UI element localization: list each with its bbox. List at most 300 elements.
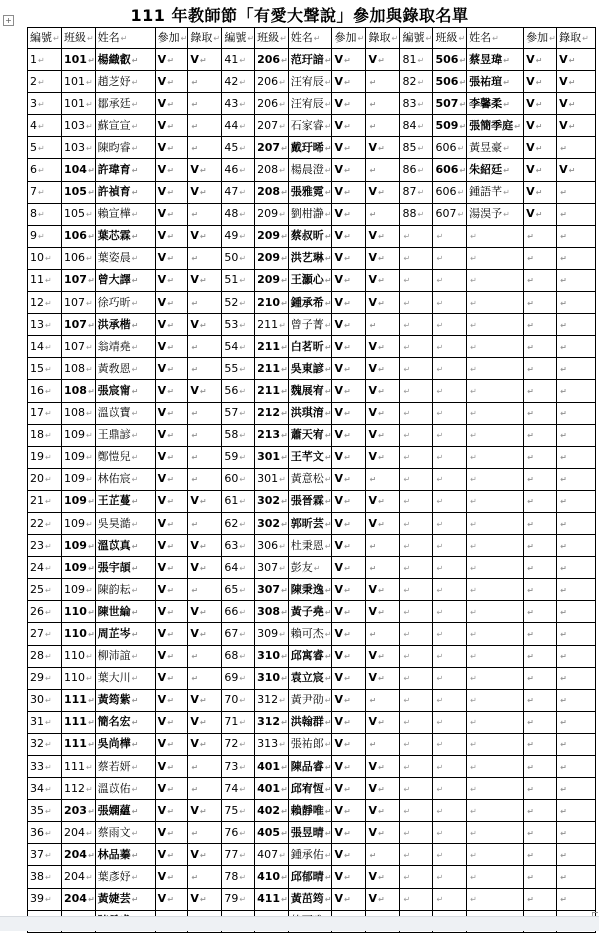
cell-admitted-text: V — [190, 229, 199, 243]
cell-end-mark-icon: ↵ — [403, 276, 411, 286]
cell-name — [467, 358, 524, 380]
table-row — [28, 424, 596, 446]
cell-joined-text: V — [334, 582, 343, 596]
cell-end-mark-icon: ↵ — [377, 497, 385, 507]
cell-end-mark-icon: ↵ — [503, 99, 510, 109]
cell-end-mark-icon: ↵ — [86, 431, 93, 441]
cell-end-mark-icon: ↵ — [377, 298, 385, 308]
cell-end-mark-icon: ↵ — [417, 121, 425, 131]
cell-name — [95, 203, 155, 225]
cell-joined-text: V — [526, 207, 535, 221]
cell-end-mark-icon: ↵ — [199, 386, 207, 396]
cell-number — [400, 490, 433, 512]
cell-end-mark-icon: ↵ — [239, 475, 247, 485]
cell-end-mark-icon: ↵ — [131, 210, 139, 220]
cell-admitted — [366, 689, 400, 711]
cell-number-text: 24 — [30, 560, 44, 574]
cell-class — [433, 93, 467, 115]
cell-joined — [332, 778, 366, 800]
cell-class — [255, 336, 289, 358]
cell-end-mark-icon: ↵ — [87, 166, 95, 176]
cell-class-text: 105 — [64, 185, 87, 199]
cell-end-mark-icon: ↵ — [38, 99, 45, 109]
cell-name — [288, 888, 332, 910]
cell-name-text: 徐巧昕 — [97, 295, 131, 309]
cell-joined — [524, 292, 557, 314]
cell-end-mark-icon: ↵ — [167, 696, 174, 706]
cell-end-mark-icon: ↵ — [560, 563, 567, 573]
cell-class — [433, 225, 467, 247]
cell-admitted — [366, 711, 400, 733]
cell-end-mark-icon: ↵ — [527, 806, 534, 816]
cell-name — [288, 71, 332, 93]
cell-number-text: 85 — [402, 140, 417, 154]
cell-name — [95, 137, 155, 159]
cell-end-mark-icon: ↵ — [131, 718, 139, 728]
cell-class — [255, 115, 289, 137]
cell-admitted — [366, 490, 400, 512]
cell-class-text: 108 — [64, 361, 85, 375]
cell-name — [288, 689, 332, 711]
cell-end-mark-icon: ↵ — [281, 188, 288, 198]
cell-joined — [332, 446, 366, 468]
cell-end-mark-icon: ↵ — [131, 77, 139, 87]
cell-admitted — [188, 490, 222, 512]
cell-end-mark-icon: ↵ — [560, 232, 567, 242]
cell-name — [288, 733, 332, 755]
cell-end-mark-icon: ↵ — [239, 453, 247, 463]
table-row — [28, 225, 596, 247]
table-move-handle-icon[interactable]: + — [3, 15, 14, 26]
cell-joined — [332, 225, 366, 247]
cell-class-text: 308 — [257, 604, 281, 618]
cell-end-mark-icon: ↵ — [167, 828, 174, 838]
cell-end-mark-icon: ↵ — [527, 674, 534, 684]
cell-end-mark-icon: ↵ — [377, 895, 385, 905]
cell-name — [467, 557, 524, 579]
cell-end-mark-icon: ↵ — [527, 850, 534, 860]
cell-end-mark-icon: ↵ — [87, 232, 95, 242]
cell-end-mark-icon: ↵ — [131, 629, 139, 639]
cell-end-mark-icon: ↵ — [391, 34, 399, 43]
cell-name — [95, 756, 155, 778]
cell-end-mark-icon: ↵ — [403, 254, 411, 264]
cell-name — [95, 380, 155, 402]
cell-end-mark-icon: ↵ — [527, 276, 534, 286]
cell-end-mark-icon: ↵ — [357, 34, 365, 43]
cell-end-mark-icon: ↵ — [45, 585, 52, 595]
cell-admitted — [557, 623, 596, 645]
cell-end-mark-icon: ↵ — [343, 873, 351, 883]
cell-end-mark-icon: ↵ — [343, 674, 351, 684]
cell-name — [288, 822, 332, 844]
cell-number — [400, 115, 433, 137]
cell-name-text: 蔡若妍 — [97, 759, 131, 773]
cell-class-text: 101 — [64, 96, 85, 110]
cell-end-mark-icon: ↵ — [535, 188, 543, 198]
cell-class — [62, 822, 96, 844]
cell-name-text: 郭昕芸 — [290, 516, 324, 530]
cell-name — [467, 623, 524, 645]
cell-class-text: 211 — [257, 383, 281, 397]
cell-number-text: 50 — [224, 251, 239, 265]
cell-end-mark-icon: ↵ — [45, 386, 52, 396]
cell-end-mark-icon: ↵ — [324, 276, 332, 286]
cell-joined — [524, 535, 557, 557]
cell-end-mark-icon: ↵ — [470, 519, 477, 529]
cell-end-mark-icon: ↵ — [239, 740, 247, 750]
column-header — [366, 28, 400, 49]
cell-number — [28, 358, 62, 380]
cell-name-text: 張嫻蘊 — [97, 803, 131, 817]
cell-end-mark-icon: ↵ — [131, 55, 139, 65]
cell-end-mark-icon: ↵ — [324, 254, 332, 264]
cell-joined — [524, 247, 557, 269]
cell-end-mark-icon: ↵ — [377, 652, 385, 662]
table-row — [28, 689, 596, 711]
cell-number — [222, 269, 255, 291]
cell-admitted-text: V — [368, 185, 377, 199]
cell-end-mark-icon: ↵ — [527, 386, 534, 396]
table-row — [28, 115, 596, 137]
cell-admitted-text: V — [190, 715, 199, 729]
cell-end-mark-icon: ↵ — [403, 475, 411, 485]
cell-number — [222, 711, 255, 733]
cell-admitted — [188, 512, 222, 534]
cell-number-text: 61 — [224, 494, 239, 508]
cell-name-text: 白茗昕 — [290, 339, 324, 353]
cell-class — [255, 380, 289, 402]
cell-admitted-text: V — [190, 604, 199, 618]
cell-joined-text: V — [334, 870, 343, 884]
cell-end-mark-icon: ↵ — [377, 806, 385, 816]
cell-admitted — [188, 269, 222, 291]
cell-admitted — [366, 49, 400, 71]
cell-joined-text: V — [157, 406, 167, 420]
cell-end-mark-icon: ↵ — [470, 453, 477, 463]
cell-joined — [155, 71, 188, 93]
cell-end-mark-icon: ↵ — [324, 806, 332, 816]
cell-admitted — [188, 137, 222, 159]
column-header-text: 班級 — [64, 31, 86, 44]
cell-end-mark-icon: ↵ — [527, 629, 534, 639]
cell-end-mark-icon: ↵ — [343, 166, 351, 176]
cell-joined-text: V — [157, 339, 167, 353]
cell-joined — [524, 623, 557, 645]
cell-number-text: 30 — [30, 693, 44, 707]
cell-name-text: 張祐郎 — [290, 737, 324, 751]
cell-end-mark-icon: ↵ — [86, 453, 93, 463]
cell-class — [62, 490, 96, 512]
cell-joined-text: V — [157, 560, 167, 574]
cell-name — [288, 292, 332, 314]
cell-end-mark-icon: ↵ — [167, 674, 174, 684]
cell-number — [28, 645, 62, 667]
cell-end-mark-icon: ↵ — [131, 784, 139, 794]
cell-name — [467, 490, 524, 512]
cell-class-text: 106 — [64, 229, 87, 243]
cell-end-mark-icon: ↵ — [560, 718, 567, 728]
cell-end-mark-icon: ↵ — [167, 276, 174, 286]
cell-joined-text: V — [157, 52, 167, 66]
cell-end-mark-icon: ↵ — [369, 629, 377, 639]
cell-name — [95, 733, 155, 755]
cell-admitted-text: V — [559, 74, 568, 88]
cell-number-text: 3 — [30, 96, 37, 110]
cell-class — [433, 822, 467, 844]
cell-class — [62, 314, 96, 336]
cell-end-mark-icon: ↵ — [167, 188, 174, 198]
cell-end-mark-icon: ↵ — [369, 740, 377, 750]
cell-end-mark-icon: ↵ — [279, 541, 286, 551]
cell-admitted — [366, 424, 400, 446]
cell-number — [28, 512, 62, 534]
cell-end-mark-icon: ↵ — [167, 873, 174, 883]
cell-admitted — [366, 557, 400, 579]
cell-joined — [524, 512, 557, 534]
cell-class — [433, 247, 467, 269]
cell-number — [222, 225, 255, 247]
cell-joined — [332, 689, 366, 711]
cell-end-mark-icon: ↵ — [403, 497, 411, 507]
cell-end-mark-icon: ↵ — [527, 519, 534, 529]
cell-class — [433, 733, 467, 755]
cell-admitted — [188, 292, 222, 314]
cell-end-mark-icon: ↵ — [279, 210, 286, 220]
column-header-text: 編號 — [30, 31, 52, 44]
cell-end-mark-icon: ↵ — [560, 409, 567, 419]
cell-name — [288, 115, 332, 137]
cell-admitted — [366, 667, 400, 689]
cell-joined-text: V — [334, 737, 343, 751]
cell-name — [467, 424, 524, 446]
cell-admitted — [188, 446, 222, 468]
cell-admitted-text: V — [368, 52, 377, 66]
cell-name — [288, 800, 332, 822]
cell-joined-text: V — [334, 715, 343, 729]
cell-name — [467, 181, 524, 203]
cell-end-mark-icon: ↵ — [436, 409, 444, 419]
cell-end-mark-icon: ↵ — [343, 806, 351, 816]
cell-number-text: 86 — [402, 163, 417, 177]
cell-end-mark-icon: ↵ — [503, 55, 510, 65]
cell-name-text: 鍾語芊 — [469, 185, 503, 199]
cell-admitted-text: V — [559, 118, 568, 132]
cell-joined-text: V — [157, 317, 167, 331]
cell-end-mark-icon: ↵ — [560, 850, 567, 860]
cell-number — [222, 181, 255, 203]
cell-joined-text: V — [334, 825, 343, 839]
cell-name — [95, 181, 155, 203]
cell-joined — [332, 468, 366, 490]
cell-end-mark-icon: ↵ — [503, 188, 510, 198]
cell-number — [222, 667, 255, 689]
cell-class-text: 209 — [257, 229, 281, 243]
cell-end-mark-icon: ↵ — [191, 828, 199, 838]
cell-admitted — [366, 203, 400, 225]
cell-end-mark-icon: ↵ — [457, 143, 465, 153]
table-row — [28, 292, 596, 314]
cell-end-mark-icon: ↵ — [343, 718, 351, 728]
cell-class-text: 606 — [435, 163, 459, 177]
cell-end-mark-icon: ↵ — [167, 77, 174, 87]
cell-class-text: 209 — [257, 273, 281, 287]
cell-end-mark-icon: ↵ — [377, 55, 385, 65]
cell-joined — [524, 71, 557, 93]
cell-admitted — [366, 888, 400, 910]
cell-class-text: 108 — [64, 383, 87, 397]
cell-admitted — [366, 623, 400, 645]
cell-joined-text: V — [334, 96, 343, 110]
cell-end-mark-icon: ↵ — [239, 77, 247, 87]
cell-end-mark-icon: ↵ — [527, 298, 534, 308]
cell-end-mark-icon: ↵ — [191, 409, 199, 419]
cell-joined — [155, 49, 188, 71]
cell-class — [62, 756, 96, 778]
cell-class — [255, 269, 289, 291]
cell-end-mark-icon: ↵ — [131, 519, 139, 529]
cell-class-text: 109 — [64, 560, 87, 574]
table-row — [28, 733, 596, 755]
cell-end-mark-icon: ↵ — [343, 762, 351, 772]
cell-name — [95, 579, 155, 601]
cell-end-mark-icon: ↵ — [239, 895, 247, 905]
cell-end-mark-icon: ↵ — [343, 143, 351, 153]
cell-number — [400, 601, 433, 623]
cell-end-mark-icon: ↵ — [403, 607, 411, 617]
cell-joined — [155, 336, 188, 358]
cell-joined — [332, 380, 366, 402]
cell-end-mark-icon: ↵ — [369, 320, 377, 330]
cell-end-mark-icon: ↵ — [86, 784, 93, 794]
cell-end-mark-icon: ↵ — [86, 210, 93, 220]
cell-end-mark-icon: ↵ — [343, 696, 351, 706]
cell-name — [467, 888, 524, 910]
cell-class-text: 213 — [257, 428, 281, 442]
cell-class — [62, 225, 96, 247]
cell-admitted — [557, 314, 596, 336]
cell-end-mark-icon: ↵ — [436, 497, 444, 507]
cell-end-mark-icon: ↵ — [86, 674, 93, 684]
cell-end-mark-icon: ↵ — [458, 34, 466, 43]
cell-name-text: 彭友 — [290, 560, 313, 574]
cell-end-mark-icon: ↵ — [535, 166, 543, 176]
cell-end-mark-icon: ↵ — [470, 254, 477, 264]
cell-end-mark-icon: ↵ — [247, 34, 255, 43]
cell-end-mark-icon: ↵ — [191, 431, 199, 441]
cell-admitted-text: V — [559, 163, 568, 177]
cell-end-mark-icon: ↵ — [131, 850, 139, 860]
table-row — [28, 468, 596, 490]
cell-end-mark-icon: ↵ — [470, 342, 477, 352]
cell-end-mark-icon: ↵ — [436, 740, 444, 750]
cell-joined — [155, 888, 188, 910]
cell-class — [62, 866, 96, 888]
cell-admitted — [188, 358, 222, 380]
cell-end-mark-icon: ↵ — [131, 740, 139, 750]
cell-joined-text: V — [334, 538, 343, 552]
cell-admitted-text: V — [190, 317, 199, 331]
cell-joined-text: V — [334, 163, 343, 177]
cell-class — [255, 93, 289, 115]
cell-admitted — [188, 557, 222, 579]
cell-admitted-text: V — [368, 671, 377, 685]
cell-end-mark-icon: ↵ — [45, 850, 52, 860]
cell-name — [467, 292, 524, 314]
cell-end-mark-icon: ↵ — [436, 873, 444, 883]
cell-end-mark-icon: ↵ — [343, 254, 351, 264]
cell-admitted — [366, 402, 400, 424]
cell-class — [62, 269, 96, 291]
cell-end-mark-icon: ↵ — [369, 121, 377, 131]
cell-number — [222, 601, 255, 623]
cell-number — [28, 71, 62, 93]
cell-number-text: 66 — [224, 604, 239, 618]
cell-end-mark-icon: ↵ — [470, 364, 477, 374]
cell-joined-text: V — [334, 428, 343, 442]
cell-end-mark-icon: ↵ — [568, 99, 576, 109]
cell-admitted — [188, 402, 222, 424]
cell-end-mark-icon: ↵ — [582, 34, 589, 43]
cell-joined — [155, 159, 188, 181]
cell-class — [433, 778, 467, 800]
cell-class-text: 208 — [257, 163, 279, 177]
cell-end-mark-icon: ↵ — [417, 210, 425, 220]
cell-joined-text: V — [157, 693, 167, 707]
cell-class-text: 109 — [64, 538, 87, 552]
cell-end-mark-icon: ↵ — [503, 143, 510, 153]
cell-name — [467, 159, 524, 181]
cell-joined — [524, 446, 557, 468]
cell-joined-text: V — [157, 494, 167, 508]
cell-class — [433, 203, 467, 225]
cell-name — [288, 424, 332, 446]
cell-number-text: 29 — [30, 671, 44, 685]
cell-name-text: 張祐瑄 — [469, 74, 503, 88]
cell-joined — [332, 115, 366, 137]
cell-end-mark-icon: ↵ — [324, 431, 332, 441]
cell-name — [95, 225, 155, 247]
cell-end-mark-icon: ↵ — [279, 99, 286, 109]
cell-name — [467, 711, 524, 733]
cell-name-text: 陳世綸 — [97, 604, 131, 618]
cell-number — [28, 689, 62, 711]
cell-end-mark-icon: ↵ — [436, 784, 444, 794]
cell-name — [288, 645, 332, 667]
cell-name — [288, 623, 332, 645]
cell-number-text: 16 — [30, 383, 44, 397]
cell-admitted-text: V — [368, 516, 377, 530]
cell-end-mark-icon: ↵ — [86, 143, 93, 153]
column-header-text: 錄取 — [190, 31, 213, 44]
cell-end-mark-icon: ↵ — [87, 718, 95, 728]
cell-number-text: 59 — [224, 450, 239, 464]
cell-admitted — [366, 756, 400, 778]
cell-admitted — [557, 579, 596, 601]
cell-end-mark-icon: ↵ — [403, 585, 411, 595]
cell-admitted — [557, 137, 596, 159]
cell-class — [433, 137, 467, 159]
cell-end-mark-icon: ↵ — [313, 34, 321, 43]
cell-admitted — [557, 115, 596, 137]
column-header-text: 錄取 — [368, 31, 391, 44]
cell-number — [222, 358, 255, 380]
cell-end-mark-icon: ↵ — [167, 99, 174, 109]
cell-end-mark-icon: ↵ — [167, 409, 174, 419]
cell-end-mark-icon: ↵ — [86, 99, 93, 109]
cell-name-text: 溫苡佑 — [97, 781, 131, 795]
cell-number — [28, 49, 62, 71]
